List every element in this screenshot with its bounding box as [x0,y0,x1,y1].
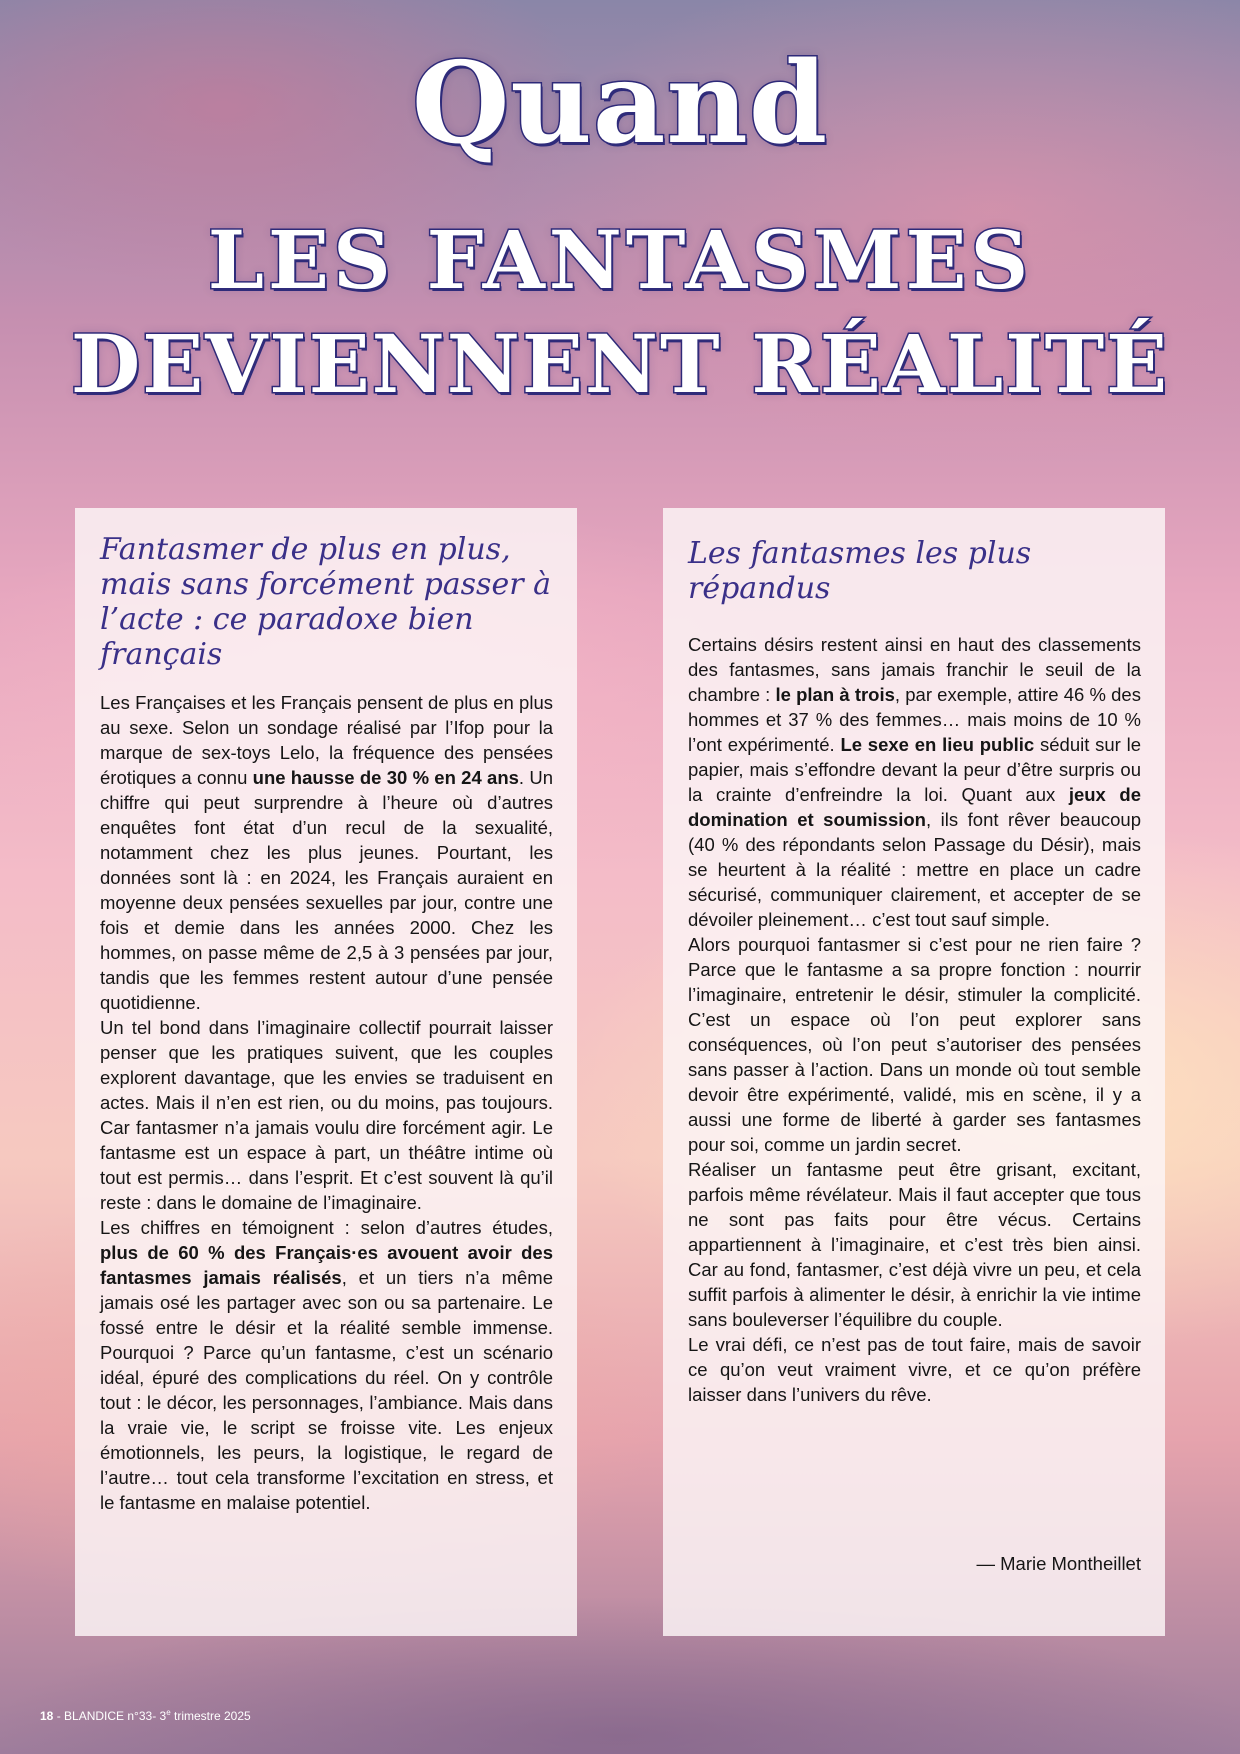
bold-run: plus de 60 % des Français·es avouent avoir des fantasmes jamais réalisés [100,1242,553,1288]
bold-run: jeux de domination et soumission [688,784,1141,830]
footer-text: - BLANDICE n°33- 3 [53,1709,167,1723]
page-footer [40,1708,251,1723]
left-article-panel [75,508,577,1636]
right-heading: Les fantasmes les plus répandus [688,536,1032,606]
left-paragraph-1 [100,690,553,1015]
text-run: , par exemple, attire 46 % des hommes et 37 % des femmes… mais moins de 10 % l’ont expérimenté. [688,684,1141,755]
left-heading: Fantasmer de plus en plus, mais sans forcément passer à l’acte : ce paradoxe bien français [100,532,551,672]
text-run: . Un chiffre qui peut surprendre à l’heure où d’autres enquêtes font état d’un recul de la sexualité, notamment chez les plus jeunes. Pourtant, les données sont là : en 2024, les Français auraient en moyenne deux pensées sexuelles par jour, contre une fois et demie dans les années 2000. Chez les hommes, on passe même de 2,5 à 3 pensées par jour, tandis que les femmes restent autour d’une pensée quotidienne. [100,767,553,1013]
text-run: séduit sur le papier, mais s’effondre devant la peur d’être surpris ou la crainte d’enfreindre la loi. Quant aux [688,734,1142,805]
text-run: , ils font rêver beaucoup (40 % des répondants selon Passage du Désir), mais se heurtent à la réalité : mettre en place un cadre sécurisé, communiquer clairement, et accepter de se dévoiler pleinement… c’est tout sauf simple. [688,809,1141,930]
text-run: Certains désirs restent ainsi en haut des classements des fantasmes, sans jamais franchir le seuil de la chambre : [688,634,1141,705]
page-number: 18 [40,1709,54,1723]
left-paragraph-3 [100,1215,553,1515]
right-paragraph-1 [688,632,1141,932]
title-line-1: Quand [411,38,829,169]
bold-run: une hausse de 30 % en 24 ans [252,767,519,788]
left-paragraph-2: Un tel bond dans l’imaginaire collectif pourrait laisser penser que les pratiques suivent, que les couples explorent davantage, que les envies se traduisent en actes. Mais il n’en est rien, ou du moins, pas toujours. Car fantasmer n’a jamais voulu dire forcément agir. Le fantasme est un espace à part, un théâtre intime où tout est permis… dans l’esprit. Et c’est souvent là qu’il reste : dans le domaine de l’imaginaire. [100,1017,553,1213]
right-body [688,632,1141,1407]
text-run: Les Françaises et les Français pensent de plus en plus au sexe. Selon un sondage réalisé par l’Ifop pour la marque de sex-toys Lelo, la fréquence des pensées érotiques a connu [100,692,553,788]
text-run: , et un tiers n’a même jamais osé les partager avec son ou sa partenaire. Le fossé entre le désir et la réalité semble immense. Pourquoi ? Parce qu’un fantasme, c’est un scénario idéal, épuré des complications du réel. On y contrôle tout : le décor, les personnages, l’ambiance. Mais dans la vraie vie, le script se froisse vite. Les enjeux émotionnels, les peurs, la logistique, le regard de l’autre… tout cela transforme l’excitation en stress, et le fantasme en malaise potentiel. [100,1267,553,1513]
right-article-panel [663,508,1165,1636]
text-run: Les chiffres en témoignent : selon d’autres études, [100,1217,553,1238]
left-body [100,690,553,1515]
title-line-3: DEVIENNENT RÉALITÉ [70,317,1170,411]
bold-run: le plan à trois [775,684,895,705]
bold-run: Le sexe en lieu public [840,734,1035,755]
footer-superscript: e [166,1708,171,1717]
right-paragraph-2: Alors pourquoi fantasmer si c’est pour ne rien faire ? Parce que le fantasme a sa propre fonction : nourrir l’imaginaire, entretenir le désir, stimuler la complicité. C’est un espace où l’on peut explorer sans conséquences, où l’on peut s’autoriser des pensées sans passer à l’action. Dans un monde où tout semble devoir être expérimenté, validé, mis en scène, il y a aussi une forme de liberté à garder ses fantasmes pour soi, comme un jardin secret. [688,934,1141,1155]
right-paragraph-3: Réaliser un fantasme peut être grisant, excitant, parfois même révélateur. Mais il faut accepter que tous ne sont pas faits pour être vécus. Certains appartiennent à l’imaginaire, et c’est très bien ainsi. Car au fond, fantasmer, c’est déjà vivre un peu, et cela suffit parfois à alimenter le désir, à enrichir la vie intime sans bouleverser l’équilibre du couple. [688,1159,1141,1330]
author-signature: — Marie Montheillet [976,1553,1141,1574]
footer-tail: trimestre 2025 [170,1709,251,1723]
title-line-2: LES FANTASMES [207,213,1033,307]
right-paragraph-4: Le vrai défi, ce n’est pas de tout faire, mais de savoir ce qu’on veut vraiment vivre, et ce qu’on préfère laisser dans l’univers du rêve. [688,1334,1141,1405]
